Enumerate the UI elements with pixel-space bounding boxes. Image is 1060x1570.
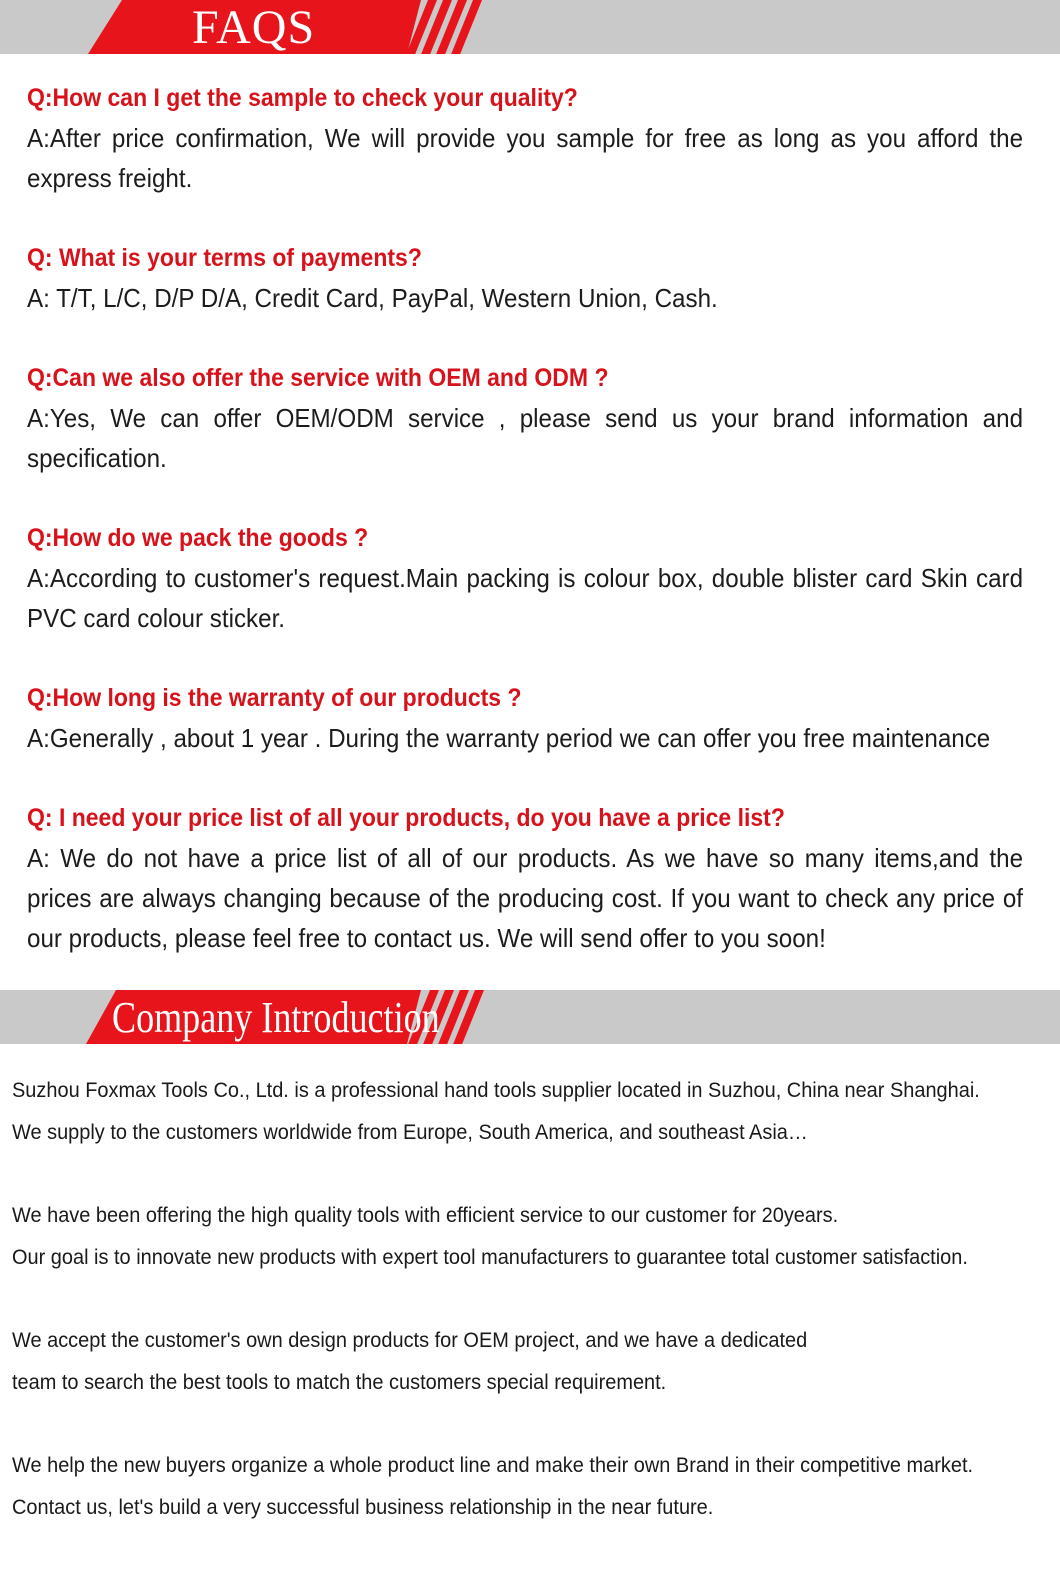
faq-answer: A:According to customer's request.Main packing is colour box, double blister card Skin card PVC card colour sticker.: [27, 563, 1024, 633]
company-title: Company Introduction: [112, 992, 440, 1042]
faq-item: [27, 238, 1023, 318]
faq-answer: A:Yes, We can offer OEM/ODM service , please send us your brand information and specification.: [27, 403, 1024, 473]
company-line: We supply to the customers worldwide from Europe, South America, and southeast Asia…: [12, 1120, 808, 1144]
faq-banner: [0, 0, 1060, 54]
faq-title: FAQS: [192, 0, 316, 54]
faq-question: Q: What is your terms of payments?: [27, 244, 422, 272]
company-line: team to search the best tools to match the customers special requirement.: [12, 1370, 667, 1394]
company-paragraph: [12, 1445, 1057, 1528]
company-banner: [0, 990, 1060, 1044]
company-paragraph: [12, 1070, 1057, 1153]
company-line: We have been offering the high quality tools with efficient service to our customer for 20years.: [12, 1204, 839, 1227]
faq-question: Q: I need your price list of all your products, do you have a price list?: [27, 804, 785, 832]
company-paragraph: [12, 1195, 1057, 1278]
faq-answer: A: We do not have a price list of all of our products. As we have so many items,and the prices are always changing because of the producing cost. If you want to check any price of our products, please feel free to contact us. We will send offer to you soon!: [27, 843, 1024, 953]
company-line: Contact us, let's build a very successful business relationship in the near future.: [12, 1495, 714, 1519]
faq-question: Q:How long is the warranty of our products ?: [27, 684, 522, 712]
company-introduction: [12, 1070, 1057, 1570]
faq-item: [27, 798, 1023, 958]
faq-answer: A:After price confirmation, We will provide you sample for free as long as you afford the express freight.: [27, 123, 1024, 193]
company-line: Our goal is to innovate new products with expert tool manufacturers to guarantee total customer satisfaction.: [12, 1245, 968, 1269]
company-paragraph: [12, 1320, 1057, 1403]
faq-question: Q:How do we pack the goods ?: [27, 524, 369, 552]
faq-item: [27, 358, 1023, 478]
faq-answer: A: T/T, L/C, D/P D/A, Credit Card, PayPal, Western Union, Cash.: [27, 283, 718, 313]
faq-list: [27, 78, 1023, 998]
company-line: We accept the customer's own design products for OEM project, and we have a dedicated: [12, 1329, 808, 1352]
faq-answer: A:Generally , about 1 year . During the warranty period we can offer you free maintenance: [27, 723, 991, 753]
faq-item: [27, 518, 1023, 638]
company-line: Suzhou Foxmax Tools Co., Ltd. is a professional hand tools supplier located in Suzhou, China near Shanghai.: [12, 1079, 980, 1102]
faq-question: Q:How can I get the sample to check your quality?: [27, 84, 578, 112]
faq-question: Q:Can we also offer the service with OEM and ODM ?: [27, 364, 609, 392]
company-line: We help the new buyers organize a whole product line and make their own Brand in their competitive market.: [12, 1454, 974, 1477]
faq-item: [27, 78, 1023, 198]
faq-item: [27, 678, 1023, 758]
